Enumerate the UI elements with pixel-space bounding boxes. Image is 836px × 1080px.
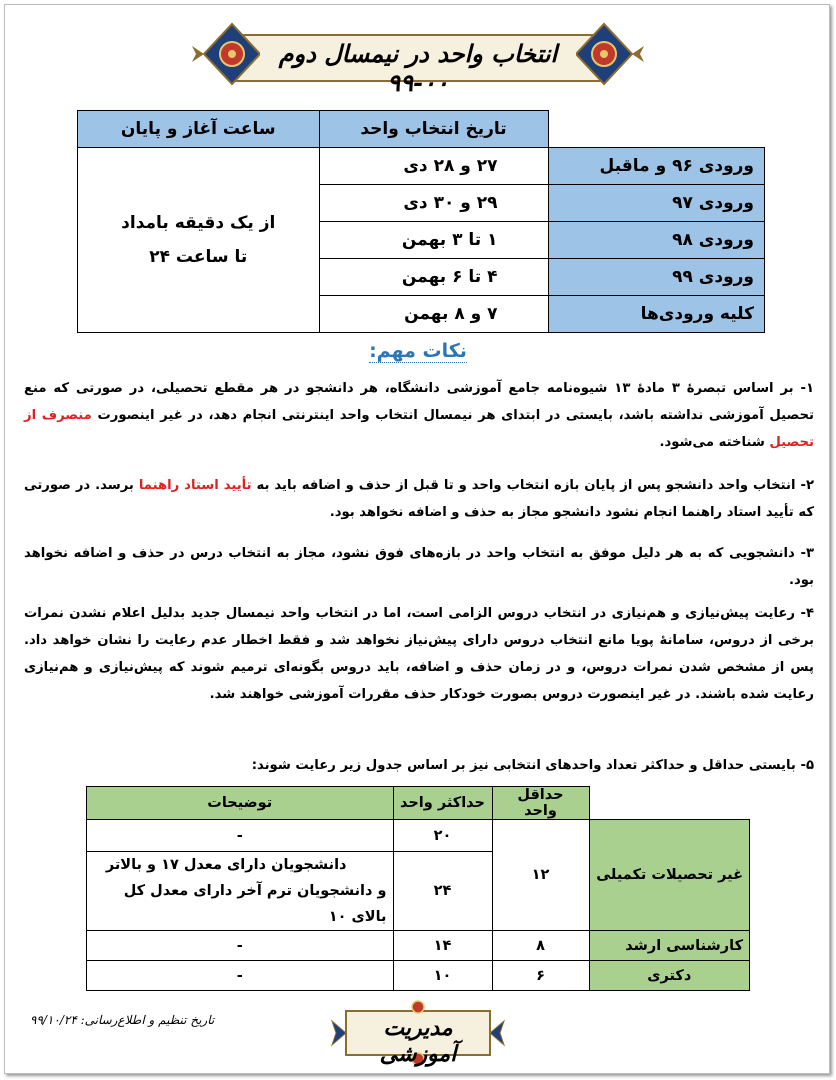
max-cell: ۱۰ bbox=[393, 961, 492, 991]
date-cell: ۲۹ و ۳۰ دی bbox=[319, 185, 548, 222]
schedule-table bbox=[77, 110, 765, 333]
ornament-left-icon bbox=[190, 18, 260, 90]
max-cell: ۱۴ bbox=[393, 931, 492, 961]
footer-date: تاریخ تنظیم و اطلاع‌رسانی: ۹۹/۱۰/۲۴ bbox=[30, 1013, 215, 1027]
time-cell bbox=[78, 148, 320, 333]
schedule-corner bbox=[548, 111, 765, 148]
max-cell: ۲۴ bbox=[393, 852, 492, 931]
desc-cell: - bbox=[87, 931, 394, 961]
table-row bbox=[87, 931, 750, 961]
note-1: ۱- بر اساس تبصرهٔ ۳ مادهٔ ۱۳ شیوه‌نامه جامع آموزشی دانشگاه، هر دانشجو در هر مقطع تحصیلی، در صورتی که منع تحصیل آموزشی نداشته باشد، بایستی در ابتدای هر نیمسال انتخاب واحد اینترنتی انجام دهد، در غیر اینصورت منصرف از تحصیل شناخته می‌شود. bbox=[24, 381, 815, 450]
max-cell: ۲۰ bbox=[393, 820, 492, 852]
date-cell: ۲۷ و ۲۸ دی bbox=[319, 148, 548, 185]
group-cell: ورودی ۹۷ bbox=[548, 185, 765, 222]
header-banner bbox=[190, 14, 646, 97]
date-cell: ۷ و ۸ بهمن bbox=[319, 296, 548, 333]
group-cell: ورودی ۹۸ bbox=[548, 222, 765, 259]
desc-cell: - bbox=[87, 820, 394, 852]
desc-cell: - bbox=[87, 961, 394, 991]
time-line-1: از یک دقیقه بامداد bbox=[121, 213, 276, 233]
date-cell: ۱ تا ۳ بهمن bbox=[319, 222, 548, 259]
col-time-header: ساعت آغاز و پایان bbox=[78, 111, 320, 148]
footer-logo bbox=[324, 997, 512, 1069]
desc-cell: دانشجویان دارای معدل ۱۷ و بالاتر و دانشجویان ترم آخر دارای معدل کل بالای ۱۰ bbox=[87, 852, 394, 931]
notes-heading: نکات مهم: bbox=[369, 340, 467, 362]
level-cell: کارشناسی ارشد bbox=[589, 931, 750, 961]
table-row bbox=[87, 820, 750, 852]
group-cell: کلیه ورودی‌ها bbox=[548, 296, 765, 333]
note-2: ۲- انتخاب واحد دانشجو پس از پایان بازه انتخاب واحد و تا قبل از حذف و اضافه باید به تأیید استاد راهنما برسد. در صورتی که تأیید استاد راهنما انجام نشود دانشجو مجاز به حذف و اضافه نخواهد بود. bbox=[24, 478, 814, 520]
logo-text: مدیریت آموزشی bbox=[379, 1015, 457, 1067]
note-1-emphasis: منصرف از تحصیل bbox=[24, 408, 814, 450]
table-row bbox=[87, 961, 750, 991]
page-title: انتخاب واحد در نیمسال دوم ۰۰-۹۹ bbox=[278, 39, 558, 97]
group-cell: ورودی ۹۹ bbox=[548, 259, 765, 296]
time-line-2: تا ساعت ۲۴ bbox=[149, 247, 248, 267]
note-4: ۴- رعایت پیش‌نیازی و هم‌نیازی در انتخاب دروس الزامی است، اما در انتخاب واحد نیمسال جدید بدلیل اعلام نشدن نمرات برخی از دروس، سامانهٔ پویا مانع انتخاب دروس دارای پیش‌نیاز نخواهد شد و فقط اخطار عدم رعایت را نشان خواهد داد. پس از مشخص شدن نمرات دروس، و در زمان حذف و اضافه، باید دروس بگونه‌ای ترمیم شوند که پیش‌نیازی و هم‌نیازی رعایت شده باشند. در غیر اینصورت دروس بصورت خودکار حذف مقررات آموزشی خواهند شد. bbox=[24, 606, 814, 702]
level-cell: دکتری bbox=[589, 961, 750, 991]
col-desc-header: توضیحات bbox=[87, 787, 394, 820]
note-3: ۳- دانشجویی که به هر دلیل موفق به انتخاب واحد در بازه‌های فوق نشود، مجاز به انتخاب درس در حذف و اضافه نخواهد بود. bbox=[24, 546, 814, 588]
note-2-emphasis: تأیید استاد راهنما bbox=[138, 478, 252, 493]
date-cell: ۴ تا ۶ بهمن bbox=[319, 259, 548, 296]
col-max-header: حداکثر واحد bbox=[393, 787, 492, 820]
table-row bbox=[78, 148, 765, 185]
min-cell: ۶ bbox=[492, 961, 589, 991]
ornament-right-icon bbox=[576, 18, 646, 90]
units-table bbox=[86, 786, 750, 991]
note-5: ۵- بایستی حداقل و حداکثر تعداد واحدهای انتخابی نیز بر اساس جدول زیر رعایت شوند: bbox=[251, 758, 814, 773]
group-cell: ورودی ۹۶ و ماقبل bbox=[548, 148, 765, 185]
min-cell: ۸ bbox=[492, 931, 589, 961]
col-min-header: حداقل واحد bbox=[492, 787, 589, 820]
level-cell: غیر تحصیلات تکمیلی bbox=[589, 820, 750, 931]
units-corner bbox=[589, 787, 750, 820]
min-cell: ۱۲ bbox=[492, 820, 589, 931]
col-date-header: تاریخ انتخاب واحد bbox=[319, 111, 548, 148]
